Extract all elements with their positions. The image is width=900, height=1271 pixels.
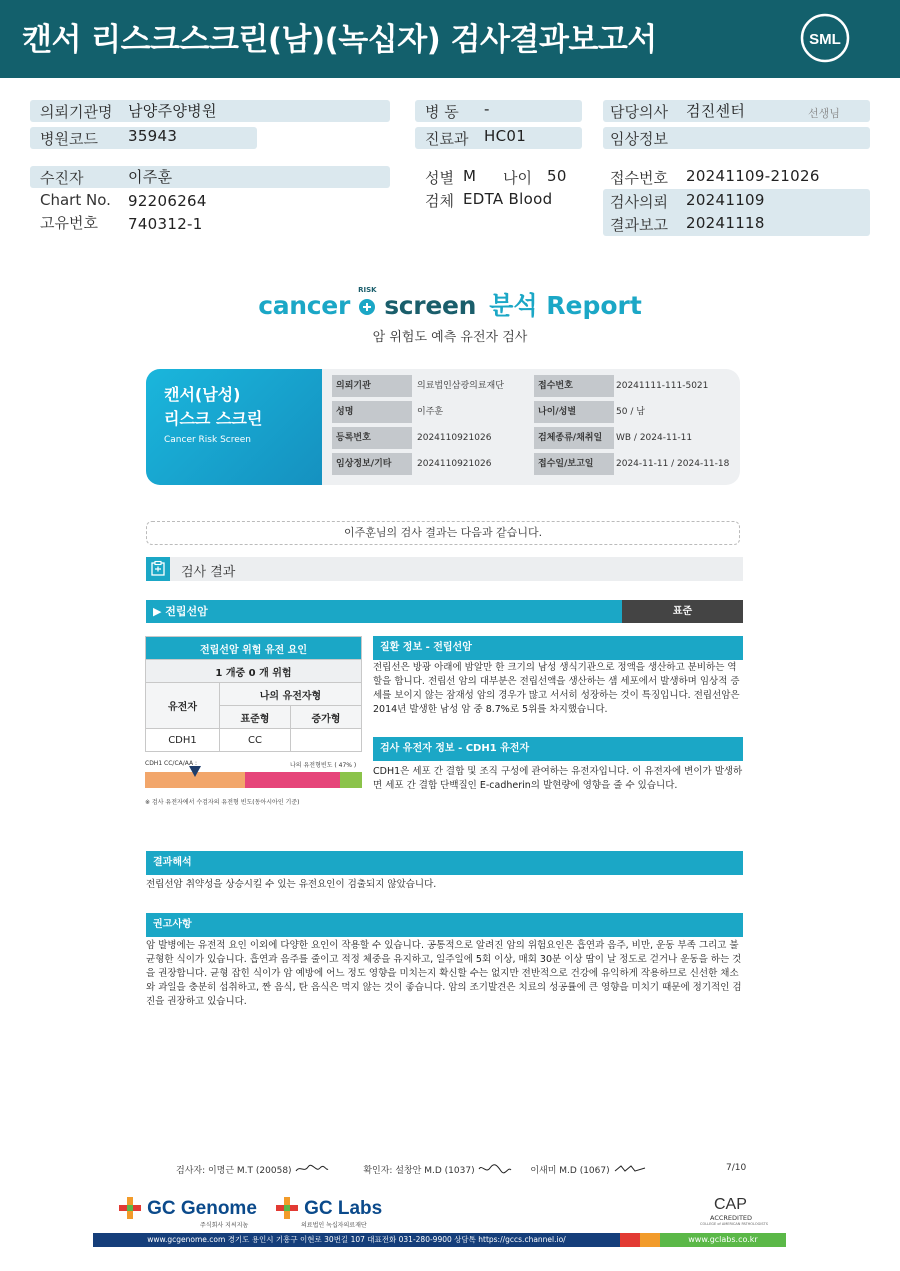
- report-value: 20241118: [686, 214, 765, 232]
- frequency-bar: [145, 772, 362, 788]
- card-title-line1: 캔서(남성): [164, 385, 241, 404]
- request-value: 20241109: [686, 191, 765, 209]
- institution-value: 남양주양병원: [128, 102, 217, 120]
- card-value: 50 / 남: [616, 407, 645, 417]
- gc-genome-logo: GC Genome 주식회사 지씨지놈: [118, 1196, 257, 1220]
- card-label: 나이/성별: [534, 401, 614, 423]
- page-number: 7/10: [726, 1163, 747, 1173]
- gene-risk-table: [145, 636, 362, 752]
- card-value: 20241111-111-5021: [616, 381, 709, 391]
- result-section-label: 검사 결과: [181, 565, 236, 580]
- institution-label: 의뢰기관명: [40, 103, 113, 121]
- request-label: 검사의뢰: [610, 193, 668, 211]
- frequency-segment: [245, 772, 340, 788]
- ward-value: -: [484, 100, 490, 118]
- ward-label: 병 동: [425, 103, 459, 121]
- frequency-note: ※ 검사 유전자에서 수검자의 유전형 빈도(동아시아인 기준): [145, 799, 300, 806]
- result-summary: 이주훈님의 검사 결과는 다음과 같습니다.: [146, 521, 740, 545]
- genotype-header: 나의 유전자형: [220, 683, 362, 706]
- brand-word-screen: screen: [384, 291, 477, 320]
- frequency-segment: [340, 772, 362, 788]
- card-label: 접수일/보고일: [534, 453, 614, 475]
- footer-contact-bar: [93, 1233, 786, 1247]
- doctor-suffix: 선생님: [808, 107, 840, 120]
- dept-value: HC01: [484, 127, 527, 145]
- age-label: 나이: [503, 169, 532, 187]
- other-sign-mark: [613, 1163, 647, 1175]
- gene-table-title: 전립선암 위험 유전 요인: [146, 637, 362, 660]
- gene-table-count: 1 개중 0 개 위험: [146, 660, 362, 683]
- brand-subtitle: 암 위험도 예측 유전자 검사: [372, 330, 528, 345]
- card-label: 성명: [332, 401, 412, 423]
- cancer-type-bar: ▶ 전립선암: [146, 600, 622, 623]
- gc-cross-icon: [118, 1196, 142, 1220]
- card-value: 2024-11-11 / 2024-11-18: [616, 459, 730, 469]
- increased-genotype-cell: [290, 729, 361, 752]
- doctor-value: 검진센터: [686, 102, 746, 120]
- card-label: 검체종류/채취일: [534, 427, 614, 449]
- table-row: [146, 729, 362, 752]
- card-value: 2024110921026: [417, 433, 492, 443]
- gc-labs-logo: GC Labs 의료법인 녹십자의료재단: [275, 1196, 382, 1220]
- specimen-value: EDTA Blood: [463, 190, 553, 208]
- sex-label: 성별: [425, 169, 454, 187]
- signature-line: [176, 1163, 647, 1176]
- brand-word-report: 분석 Report: [489, 291, 642, 320]
- cap-logo: CAP ACCREDITED COLLEGE of AMERICAN PATHOLOGISTS: [700, 1196, 768, 1226]
- chart-label: Chart No.: [40, 191, 111, 209]
- interpretation-body: 전립선암 취약성을 상승시킬 수 있는 유전요인이 검출되지 않았습니다.: [146, 879, 437, 890]
- clipboard-icon: [146, 557, 170, 581]
- gene-header: 유전자: [146, 683, 220, 729]
- disease-info-header: 질환 정보 - 전립선암: [373, 636, 743, 660]
- card-label: 등록번호: [332, 427, 412, 449]
- sex-value: M: [463, 167, 477, 185]
- specimen-label: 검체: [425, 192, 454, 210]
- clinical-label: 임상정보: [610, 130, 668, 148]
- reception-label: 접수번호: [610, 169, 668, 187]
- examinee-value: 이주훈: [128, 168, 173, 186]
- interpretation-header: 결과해석: [146, 851, 743, 875]
- recommendation-body: 암 발병에는 유전적 요인 이외에 다양한 요인이 작용할 수 있습니다. 공통적으로 알려진 암의 위험요인은 흡연과 음주, 비만, 운동 부족 그리고 불균형한 식이가 있습니다. 흡연과 음주를 줄이고 적정 체중을 유지하고, 일주일에 5회 이상, 매회 30분 이상 땀이 날 정도로 걷거나 운동을 하는 것을 권장합니다. 균형 잡힌 식이가 암 예방에 어느 정도 영향을 미치는지 확신할 수는 없지만 전반적으로 건강에 유익하게 작용하므로 신선한 채소와 과일을 충분히 섭취하고, 짠 음식, 탄 음식은 먹지 않는 것이 좋습니다. 암의 조기발견은 치료의 성공률에 큰 영향을 미치기 때문에 정기적인 검진을 권장하고 있습니다.: [146, 940, 742, 1007]
- card-value: WB / 2024-11-11: [616, 433, 693, 443]
- card-label: 접수번호: [534, 375, 614, 397]
- brand-word-cancer: cancer: [258, 291, 350, 320]
- footer-address: www.gcgenome.com 경기도 용인시 기흥구 이현로 30번길 107 대표전화 031-280-9900 상담톡 https://gccs.channel.io/: [93, 1233, 620, 1247]
- card-title-en: Cancer Risk Screen: [164, 435, 252, 445]
- increased-header: 증가형: [290, 706, 361, 729]
- gene-info-body: CDH1은 세포 간 결합 및 조직 구성에 관여하는 유전자입니다. 이 유전자에 변이가 발생하면 세포 간 결합 단백질인 E-cadherin의 발현량에 영향을 줄 수 있습니다.: [373, 766, 743, 791]
- confirmer-sign-mark: [477, 1163, 513, 1175]
- frequency-marker-icon: [189, 766, 201, 777]
- footer-website: www.gclabs.co.kr: [660, 1233, 786, 1247]
- age-value: 50: [547, 167, 567, 185]
- card-label: 의뢰기관: [332, 375, 412, 397]
- risk-mark-icon: RISK: [355, 294, 379, 316]
- gene-info-header: 검사 유전자 정보 - CDH1 유전자: [373, 737, 743, 761]
- test-info-card: [146, 369, 740, 485]
- reception-value: 20241109-21026: [686, 167, 820, 185]
- gene-name-cell: CDH1: [146, 729, 220, 752]
- report-label: 결과보고: [610, 216, 668, 234]
- dept-label: 진료과: [425, 130, 469, 148]
- confirmer-signature: 확인자: 설창안 M.D (1037): [363, 1166, 475, 1176]
- frequency-left-label: CDH1 CC/CA/AA :: [145, 760, 198, 767]
- card-label: 임상정보/기타: [332, 453, 412, 475]
- unique-value: 740312-1: [128, 215, 203, 233]
- disease-info-body: 전립선은 방광 아래에 밤알만 한 크기의 남성 생식기관으로 정액을 생산하고 분비하는 역할을 합니다. 전립선 암의 대부분은 전립선액을 생산하는 샘 세포에서 발생하며 임상적 증세를 보이지 않는 잠재성 암의 경우가 많고 서서히 성장하는 것이 특징입니다. 전립선암은 2014년 발생한 남성 암 중 8.7%로 5위를 차지했습니다.: [373, 662, 740, 715]
- doctor-label: 담당의사: [610, 103, 668, 121]
- card-value: 2024110921026: [417, 459, 492, 469]
- card-title-panel: [146, 369, 322, 485]
- standard-header: 표준형: [220, 706, 291, 729]
- svg-text:SML: SML: [809, 31, 841, 48]
- other-signature: 이새미 M.D (1067): [530, 1166, 610, 1176]
- recommendation-header: 권고사항: [146, 913, 743, 937]
- result-section-bar: [146, 557, 743, 581]
- unique-label: 고유번호: [40, 214, 98, 232]
- card-value: 이주훈: [417, 407, 444, 417]
- brand-title: [0, 286, 900, 322]
- hospital-code-value: 35943: [128, 127, 178, 145]
- frequency-right-label: 나의 유전형빈도 ( 47% ): [290, 762, 357, 769]
- card-value: 의료법인삼광의료재단: [417, 381, 504, 391]
- chart-value: 92206264: [128, 192, 207, 210]
- standard-genotype-cell: CC: [220, 729, 291, 752]
- card-title-line2: 리스크 스크린: [164, 409, 263, 428]
- hospital-code-label: 병원코드: [40, 130, 98, 148]
- examinee-label: 수진자: [40, 169, 84, 187]
- gc-cross-icon: [275, 1196, 299, 1220]
- report-title: 캔서 리스크스크린(남)(녹십자) 검사결과보고서: [22, 22, 657, 58]
- report-header: [0, 0, 900, 78]
- examiner-signature: 검사자: 이명근 M.T (20058): [176, 1166, 292, 1176]
- risk-status-badge: 표준: [622, 600, 743, 623]
- sml-logo: [800, 13, 850, 63]
- examiner-sign-mark: [294, 1163, 330, 1175]
